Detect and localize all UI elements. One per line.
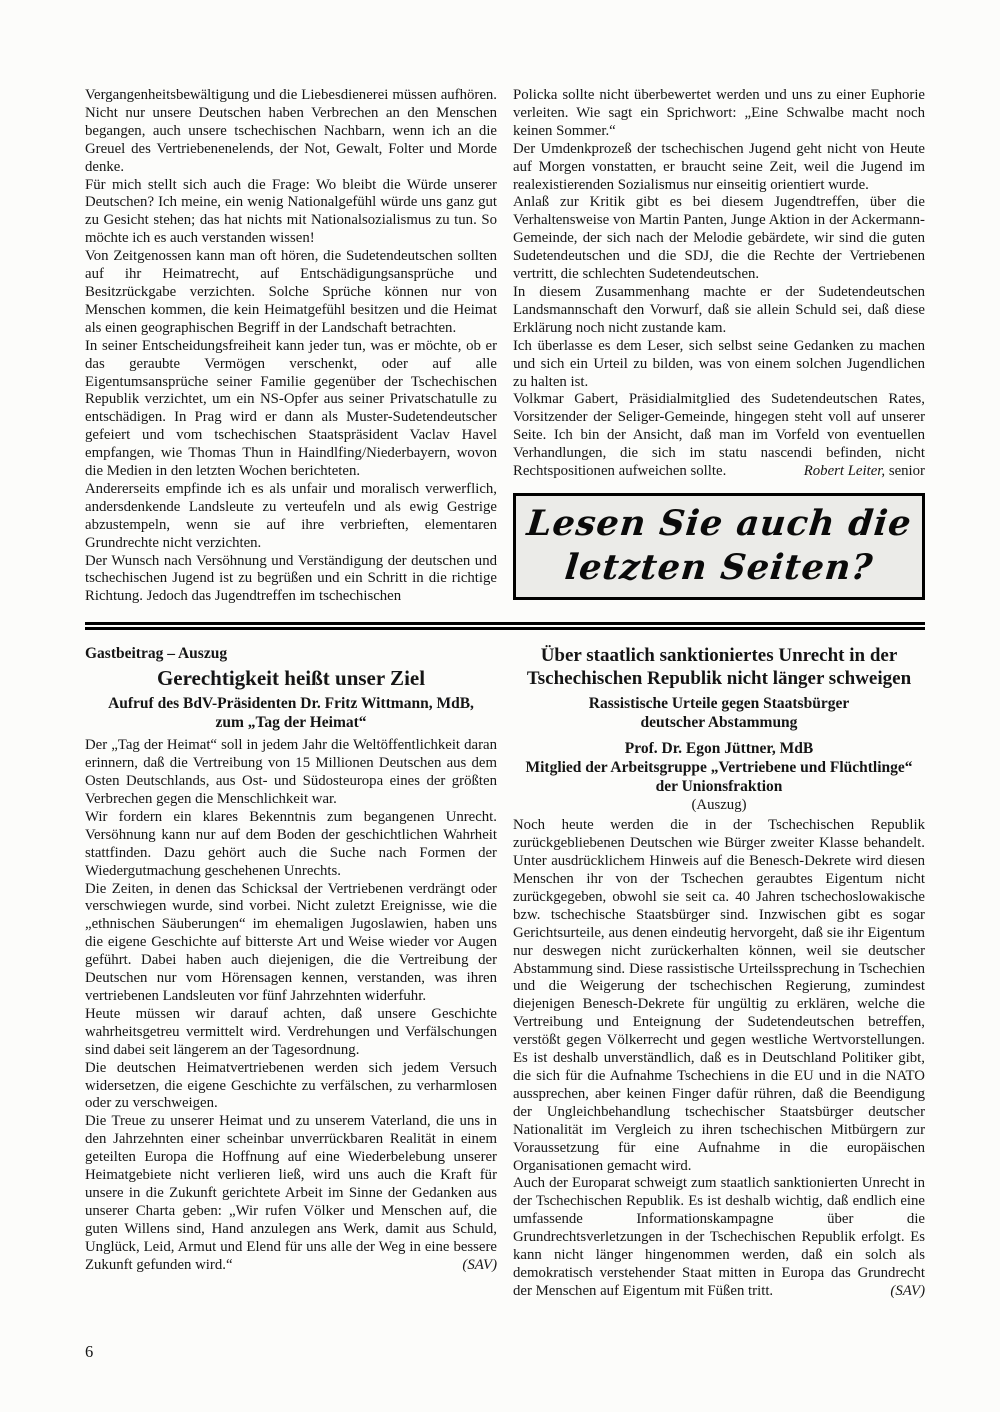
paragraph: Der Wunsch nach Versöhnung und Verständigung der deutschen und tschechischen Jugend ist zu begrüßen und ein Schritt in die richtige Richtung. Jedoch das Jugendtreffen im tschechischen (85, 552, 497, 605)
article-kicker: Gastbeitrag – Auszug (85, 645, 228, 663)
page-number: 6 (85, 1342, 94, 1361)
promo-text-line2: letzten Seiten? (562, 547, 876, 589)
paragraph-with-signature (85, 1113, 497, 1274)
paragraph: Die Zeiten, in denen das Schicksal der Vertriebenen verdrängt oder verschwiegen wurde, sind vorbei. Nicht zuletzt Ereignisse, wie die „ethnischen Säuberungen“ im ehemaligen Jugoslawien, haben uns die eigene Geschichte auf bitterste Art und Weise wieder vor Augen geführt. Dabei haben auch diejenigen, die die Vertreibung der Deutschen nur vom Hörensagen kennen, verstanden, was ihren vertriebenen Landsleuten vor fünf Jahrzehnten widerfuhr. (85, 880, 497, 1004)
paragraph: Wir fordern ein klares Bekenntnis zum begangenen Unrecht. Versöhnung kann nur auf dem Boden der geschichtlichen Wahrheit stattfinden. Dazu gehört auch die Suche nach Formen der Wiedergutmachung geschehenen Unrechts. (85, 808, 497, 879)
paragraph-text: Die Treue zu unserer Heimat und zu unserem Vaterland, die uns in den Jahrzehnten einer scheinbar unverrückbaren Realität in einem geteilten Europa die Hoffnung auf eine Wiederbelebung unserer Heimatgebiete nicht verlieren ließ, wird uns auch die Kraft für unsere in die Zukunft gerichtete Arbeit im Sinne der Gedanken aus unserer Charta geben: „Wir rufen Völker und Menschen auf, die guten Willens sind, Hand anzulegen ans Werk, damit aus Schuld, Unglück, Leid, Armut und Elend für uns alle der Weg in eine bessere Zukunft gefunden wird.“ (85, 1113, 497, 1273)
author-affiliation-line1: Mitglied der Arbeitsgruppe „Vertriebene und Flüchtlinge“ (525, 759, 913, 777)
paragraph-text: Volkmar Gabert, Präsidialmitglied des Sudetendeutschen Rates, Vorsitzender der Seliger-Gemeinde, hingegen steht voll auf unserer Seite. Ich bin der Ansicht, daß man im Vorfeld von eventuellen Verhandlungen, die sich im statu nascendi befinden, nicht Rechtspositionen aufweichen sollte. (513, 391, 925, 480)
article-title-left: Gerechtigkeit heißt unser Ziel (156, 666, 426, 691)
bottom-left-paragraphs (85, 737, 497, 1113)
paragraph-with-signature (513, 391, 925, 481)
paragraph-text: Auch der Europarat schweigt zum staatlich sanktionierten Unrecht in der Tschechischen Republik. Es ist deshalb wichtig, daß endlich eine umfassende Informationskampagne über die Grundrechtsverletzungen in der Tschechischen Republik erfolgt. Es kann nicht länger hingenommen werden, daß ein solch als demokratisch verstehender Staat mitten in Europa das Grundrecht der Menschen auf Eigentum mit Füßen tritt. (513, 1175, 925, 1299)
top-section (85, 87, 925, 606)
bottom-section (85, 644, 925, 1300)
promo-box (513, 493, 925, 600)
signature-name: Robert Leiter, (803, 463, 886, 480)
title-line2: Tschechischen Republik nicht länger schweigen (526, 668, 912, 690)
paragraph: Noch heute werden die in der Tschechischen Republik zurückgebliebenen Deutschen wie Bürger zweiter Klasse behandelt. Unter ausdrücklichem Hinweis auf die Benesch-Dekrete wird diesen Menschen ihr von der Tschechen geraubtes Eigentum nicht zurückgegeben, obwohl sie seit ca. 40 Jahren tschechoslowakische bzw. tschechische Staatsbürger sind. Inzwischen gibt es sogar Gerichtsurteile, aus denen eindeutig hervorgeht, daß sie ihr Eigentum nur deswegen nicht zurückerhalten können, weil sie deutscher Abstammung sind. Diese rassistische Urteilssprechung in Tschechien und die Weigerung der tschechischen Regierung, zumindest diejenigen Benesch-Dekrete für ungültig zu erklären, welche die Vertreibung und Enteignung der Sudetendeutschen betreffen, verstößt gegen Völkerrecht und gegen westliche Wertvorstellungen. Es ist deshalb unverständlich, daß es in Deutschland Politiker gibt, die sich für die Aufnahme Tschechiens in die EU und in die NATO aussprechen, aber keinen Finger dafür rühren, daß die Beendigung der Ungleichbehandlung tschechischer Staatsbürger deutscher Nationalität im Vergleich zu ihren tschechischen Mitbürgern zur Voraussetzung für eine Aufnahme in die europäischen Organisationen gemacht wird. (513, 817, 925, 1174)
article-title-right (513, 644, 925, 690)
paragraph: Andererseits empfinde ich es als unfair und moralisch verwerflich, andersdenkende Landsleute zu verteufeln und als ewig Gestrige abzustempeln, wenn sie auf ihre verbrieften, elementaren Grundrechte nicht verzichten. (85, 480, 497, 551)
author-name: Prof. Dr. Egon Jüttner, MdB (624, 740, 814, 758)
title-line1: Über staatlich sanktioniertes Unrecht in der (540, 645, 898, 667)
paragraph: Der Umdenkprozeß der tschechischen Jugend geht nicht von Heute auf Morgen vonstatten, er braucht seine Zeit, weil die Jugend im realexistierenden Sozialismus nur einseitig orientiert wurde. (513, 140, 925, 193)
excerpt-note: (Auszug) (691, 797, 747, 814)
paragraph: Heute müssen wir darauf achten, daß unsere Geschichte wahrheitsgetreu vermittelt wird. Verdrehungen und Verfälschungen sind dabei seit längerem an der Tagesordnung. (85, 1005, 497, 1058)
paragraph: Die deutschen Heimatvertriebenen werden sich jedem Versuch widersetzen, die eigene Geschichte zu verfälschen, zu verharmlosen oder zu verschweigen. (85, 1059, 497, 1112)
author-signature (804, 463, 925, 481)
paragraph: Für mich stellt sich auch die Frage: Wo bleibt die Würde unserer Deutschen? Ich meine, ein wenig Nationalgefühl würde uns ganz gut zu Gesicht stehen; das hat nichts mit Nationalsozialismus zu tun. So möchte ich es auch verstanden wissen! (85, 176, 497, 247)
paragraph: Vergangenheitsbewältigung und die Liebesdienerei müssen aufhören. Nicht nur unsere Deutschen haben Verbrechen an den Menschen begangen, auch unsere tschechischen Nachbarn, wenn ich an die Greuel des Vertriebenenelends, der Not, Gewalt, Folter und Morde denke. (85, 87, 497, 175)
top-right-column (513, 87, 925, 606)
top-right-paragraphs (513, 87, 925, 391)
author-affiliation-line2: der Unionsfraktion (655, 778, 783, 796)
paragraph: Anlaß zur Kritik gibt es bei diesem Jugendtreffen, über die Verhaltensweise von Martin Panten, Junge Aktion in der Ackermann-Gemeinde, der sich nach der Melodie gebärdete, wir sind die guten Sudetendeutschen und die SDJ, die die Rechte der Vertriebenen vertritt, die schlechten Sudetendeutschen. (513, 194, 925, 283)
signature-suffix: senior (885, 463, 925, 480)
source-signature: (SAV) (462, 1256, 497, 1273)
article-subtitle-line2: zum „Tag der Heimat“ (215, 714, 367, 732)
bottom-right-paragraphs (513, 817, 925, 1175)
promo-text-line1: Lesen Sie auch die (524, 503, 914, 545)
article-subtitle-line2: deutscher Abstammung (640, 714, 798, 732)
article-subtitle-line1: Aufruf des BdV-Präsidenten Dr. Fritz Wittmann, MdB, (108, 695, 474, 713)
paragraph: In seiner Entscheidungsfreiheit kann jeder tun, was er möchte, ob er das geraubte Vermögen verschenkt, oder auf alle Eigentumsansprüche seiner Familie gegenüber der Tschechischen Republik verzichtet, um ein NS-Opfer aus seiner Privatschatulle zu entschädigen. In Prag wird er dann als Muster-Sudetendeutscher gefeiert und vom tschechischen Staatspräsident Vaclav Havel empfangen, wie Thomas Thun in Haindlfing/Niederbayern, wovon die Medien in den letzten Wochen berichteten. (85, 337, 497, 480)
bottom-left-article (85, 644, 497, 1300)
paragraph: Ich überlasse es dem Leser, sich selbst seine Gedanken zu machen und sich ein Urteil zu bilden, was von einem solchen Jugendlichen zu halten ist. (513, 337, 925, 390)
paragraph: Von Zeitgenossen kann man oft hören, die Sudetendeutschen sollten auf ihr Heimatrecht, auf Entschädigungsansprüche und Besitzrückgabe verzichten. Solche Sprüche können nur von Menschen kommen, die kein Heimatgefühl besitzen und die Heimat als einen geographischen Begriff in der Landschaft betrachten. (85, 248, 497, 336)
paragraph-with-signature (513, 1175, 925, 1300)
paragraph: In diesem Zusammenhang machte er der Sudetendeutschen Landsmannschaft den Vorwurf, daß sie allein Schuld sei, daß diese Erklärung noch nicht zustande kam. (513, 283, 925, 336)
spacer (513, 732, 925, 739)
source-signature: (SAV) (890, 1282, 925, 1299)
section-divider (85, 622, 925, 630)
paragraph: Policka sollte nicht überbewertet werden und uns zu einer Euphorie verleiten. Wie sagt ein Sprichwort: „Eine Schwalbe macht noch keinen Sommer.“ (513, 87, 925, 139)
article-subtitle-line1: Rassistische Urteile gegen Staatsbürger (588, 695, 850, 713)
paragraph: Der „Tag der Heimat“ soll in jedem Jahr die Weltöffentlichkeit daran erinnern, daß die Vertreibung von 15 Millionen Deutschen aus dem Osten Deutschlands, aus Ost- und Südosteuropa eines der größten Verbrechen gegen die Menschlichkeit war. (85, 737, 497, 807)
top-left-column (85, 87, 497, 606)
bottom-right-article (513, 644, 925, 1300)
